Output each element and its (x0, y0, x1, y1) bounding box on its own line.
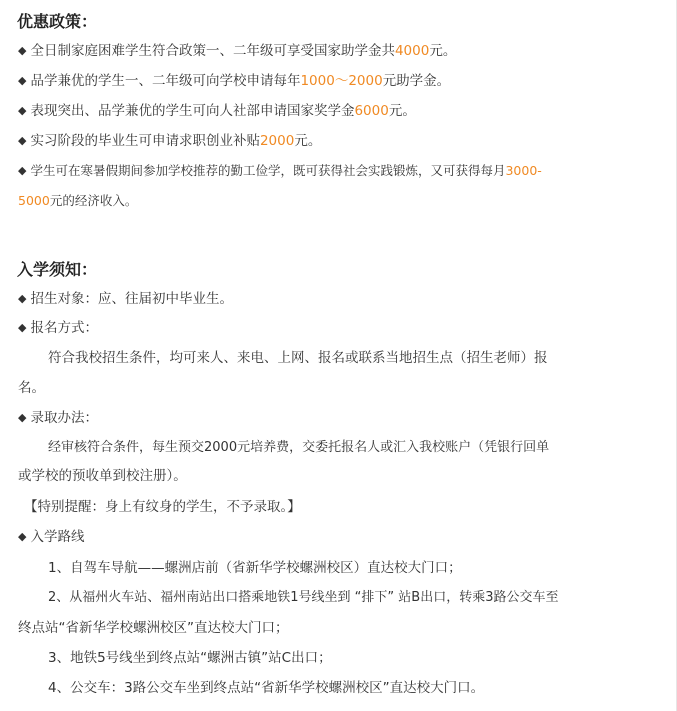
policy-item-continuation: 5000元的经济收入。 (18, 193, 138, 208)
diamond-bullet-icon: ◆ (18, 104, 27, 117)
route-item: 3、地铁5号线坐到终点站“螺洲古镇”站C出口； (48, 650, 332, 666)
diamond-bullet-icon: ◆ (18, 321, 27, 334)
route-item: 2、从福州火车站、福州南站出口搭乘地铁1号线坐到 “排下” 站B出口，转乘3路公交车至 (48, 590, 559, 605)
policy-heading: 优惠政策： (17, 12, 98, 31)
admission-enroll-label: ◆ 录取办法： (18, 410, 98, 426)
diamond-bullet-icon: ◆ (18, 134, 27, 147)
admission-enroll-text: 经审核符合条件，每生预交2000元培养费，交委托报名人或汇入我校账户（凭银行回单 (48, 440, 550, 455)
policy-item: ◆ 实习阶段的毕业生可申请求职创业补贴2000元。 (18, 133, 322, 149)
special-reminder: 【特别提醒：身上有纹身的学生，不予录取。】 (24, 499, 301, 515)
policy-item: ◆ 学生可在寒暑假期间参加学校推荐的勤工俭学，既可获得社会实践锻炼，又可获得每月3000- (18, 163, 542, 178)
admission-method-text: 名。 (18, 380, 45, 396)
policy-item: ◆ 表现突出、品学兼优的学生可向人社部申请国家奖学金6000元。 (18, 103, 416, 119)
admission-method-label: ◆ 报名方式： (18, 320, 98, 336)
diamond-bullet-icon: ◆ (18, 164, 27, 177)
policy-item: ◆ 品学兼优的学生一、二年级可向学校申请每年1000～2000元助学金。 (18, 73, 451, 89)
admission-heading: 入学须知： (17, 260, 98, 279)
diamond-bullet-icon: ◆ (18, 530, 27, 543)
route-item: 1、自驾车导航——螺洲店前（省新华学校螺洲校区）直达校大门口； (48, 560, 462, 576)
admission-method-text: 符合我校招生条件，均可来人、来电、上网、报名或联系当地招生点（招生老师）报 (48, 350, 548, 366)
route-label: ◆ 入学路线 (18, 529, 85, 545)
admission-target: ◆ 招生对象：应、往届初中毕业生。 (18, 291, 233, 307)
route-item: 4、公交车：3路公交车坐到终点站“省新华学校螺洲校区”直达校大门口。 (48, 680, 485, 696)
route-item-continuation: 终点站“省新华学校螺洲校区”直达校大门口； (18, 620, 289, 636)
diamond-bullet-icon: ◆ (18, 292, 27, 305)
admission-enroll-text: 或学校的预收单到校注册）。 (18, 468, 187, 484)
diamond-bullet-icon: ◆ (18, 44, 27, 57)
policy-item: ◆ 全日制家庭困难学生符合政策一、二年级可享受国家助学金共4000元。 (18, 43, 457, 59)
diamond-bullet-icon: ◆ (18, 411, 27, 424)
diamond-bullet-icon: ◆ (18, 74, 27, 87)
